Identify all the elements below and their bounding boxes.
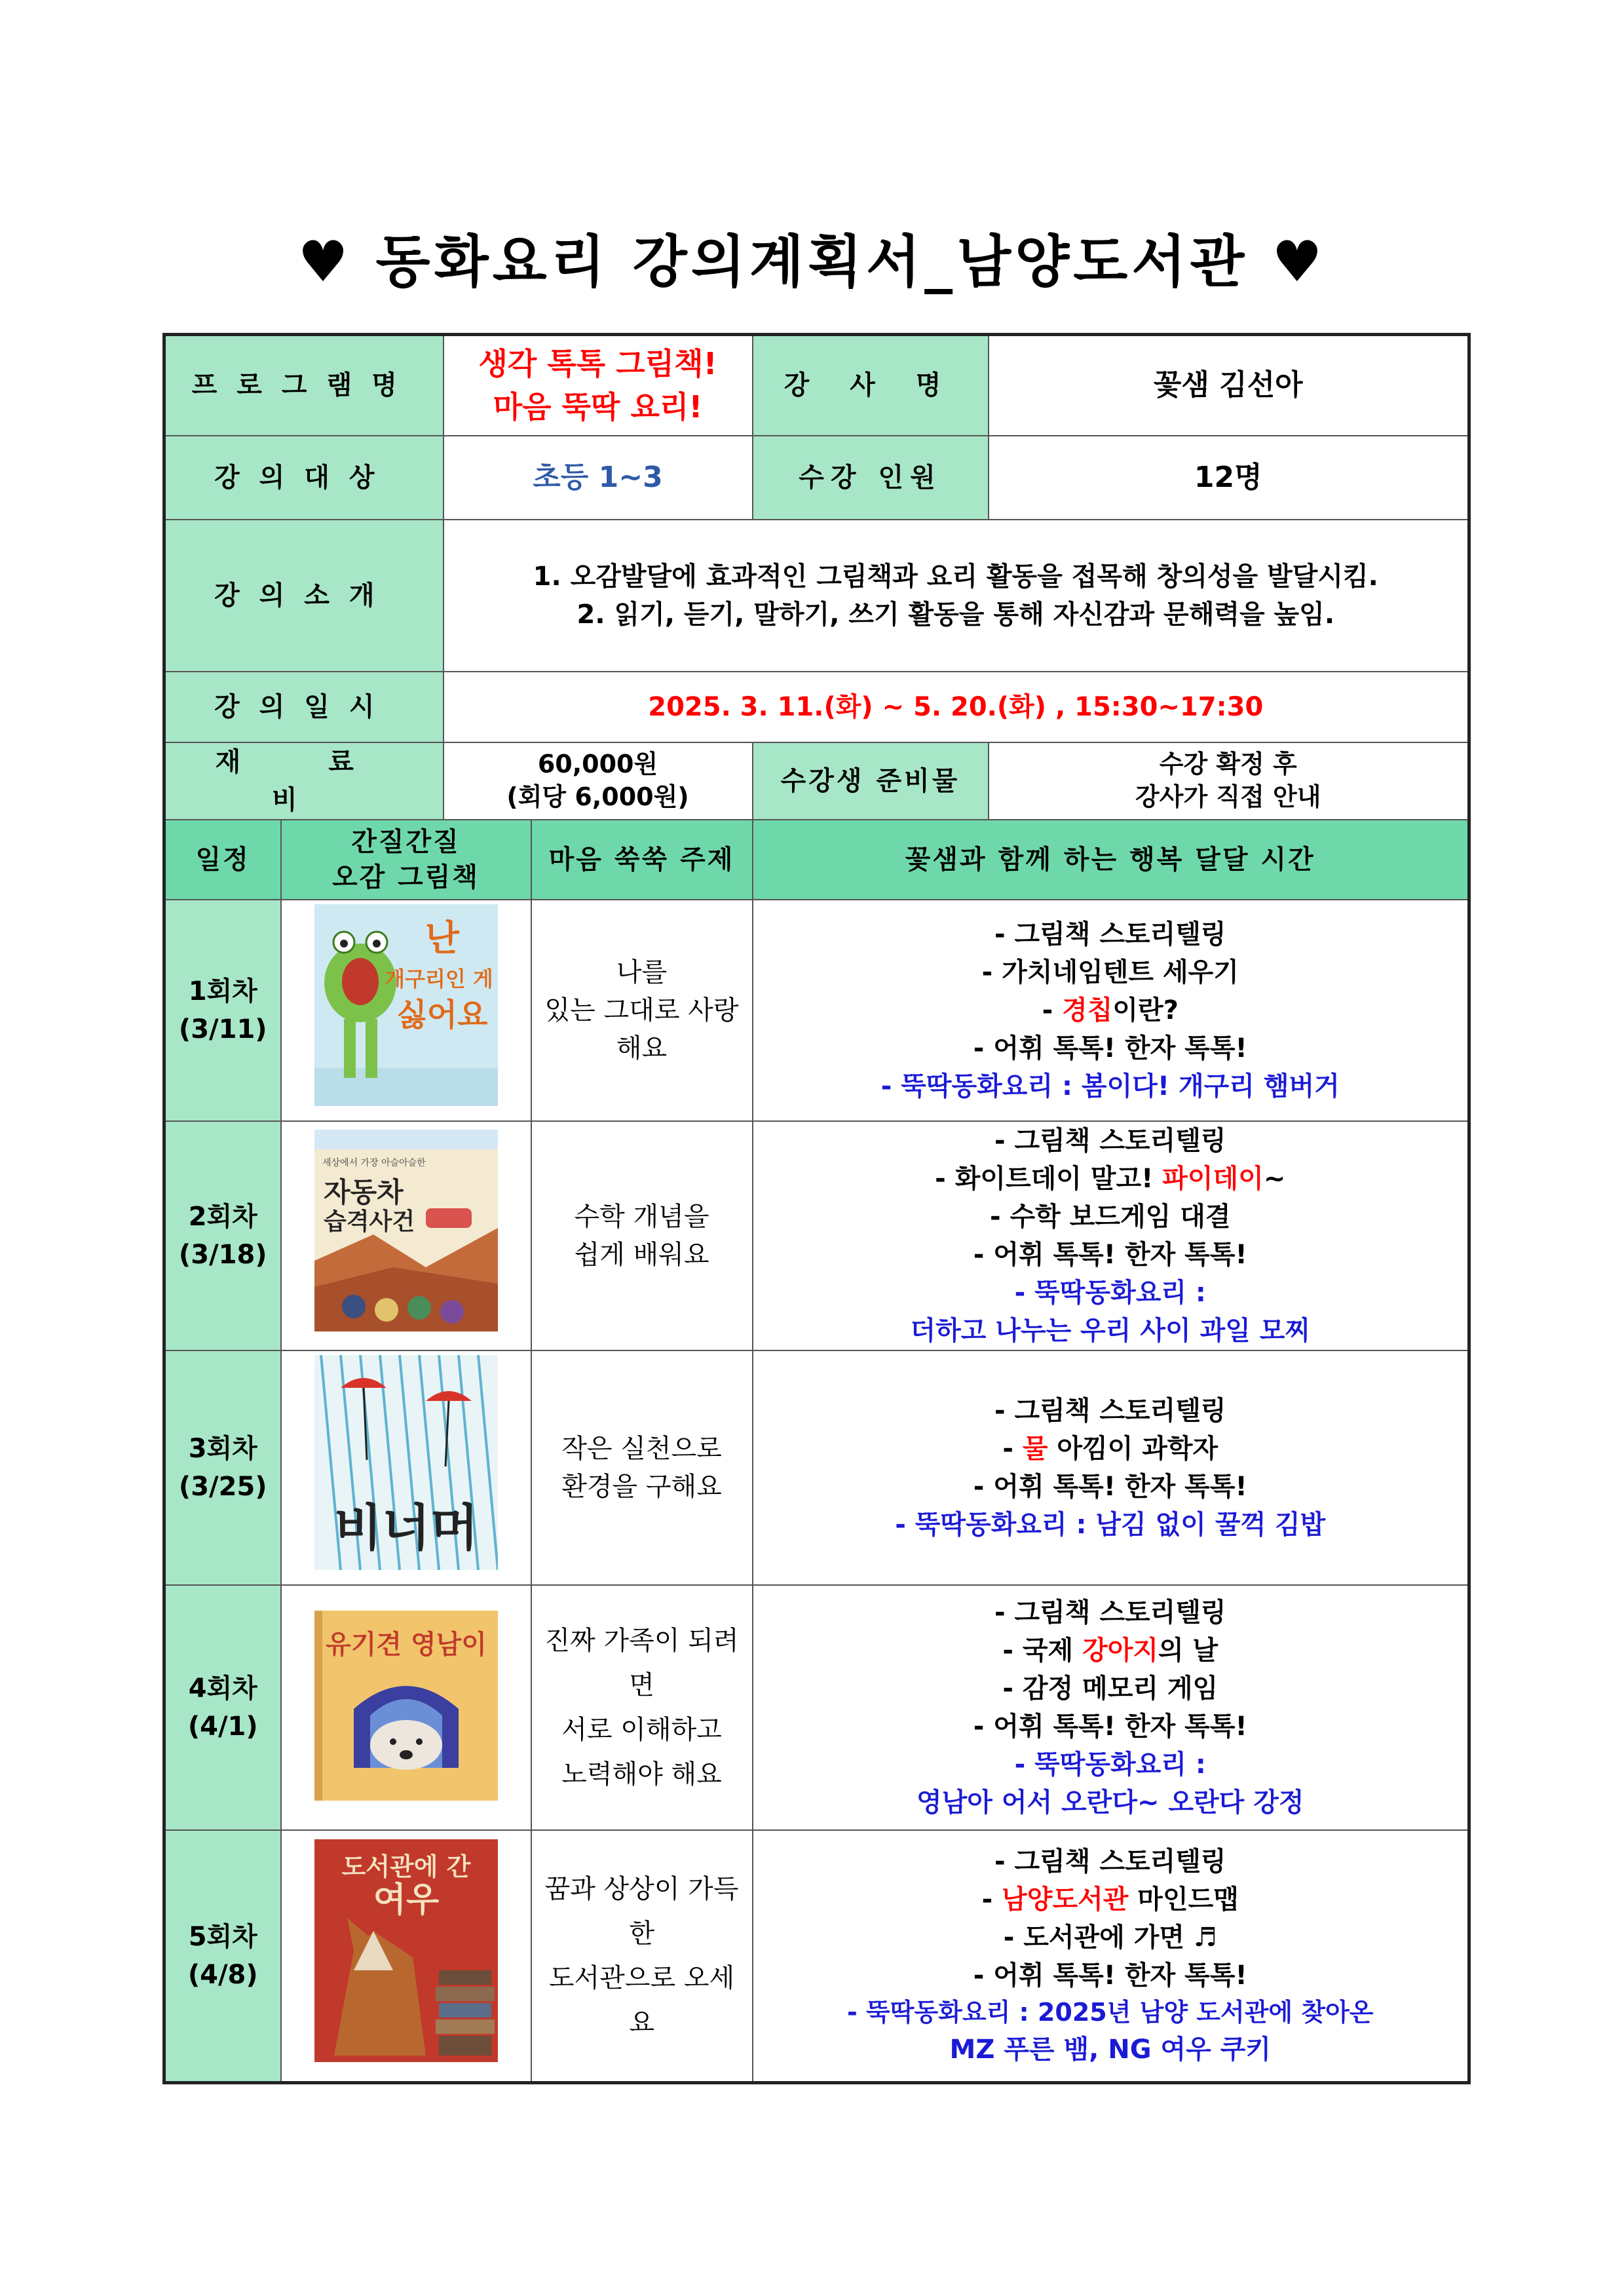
activity-item: - 그림책 스토리텔링 [994, 1846, 1226, 1877]
target-label: 강의대상 [164, 436, 444, 520]
session-number: 3회차 [188, 1433, 257, 1464]
theme-line: 진짜 가족이 되려면 [544, 1625, 739, 1700]
activity-highlight: 파이데이 [1162, 1163, 1264, 1194]
activity-text: - [1042, 995, 1063, 1025]
prep-label: 수강생 준비물 [753, 742, 989, 820]
theme-line: 꿈과 상상이 가득한 [544, 1873, 739, 1949]
session-date: (3/18) [178, 1239, 267, 1270]
activity-item [760, 991, 1462, 1029]
intro-line-1: 1. 오감발달에 효과적인 그림책과 요리 활동을 접목해 창의성을 발달시킴. [533, 561, 1378, 592]
book-cover-cell [281, 1830, 531, 2083]
activity-item [760, 1160, 1462, 1198]
instructor-label: 강 사 명 [753, 335, 989, 436]
activity-text: 아낌이 과학자 [1048, 1433, 1218, 1464]
capacity-value: 12명 [989, 436, 1469, 520]
activity-item: - 그림책 스토리텔링 [994, 1125, 1226, 1156]
activity-item: - 어휘 톡톡! 한자 톡톡! [973, 1239, 1247, 1270]
activity-text: - 국제 [1002, 1635, 1083, 1666]
svg-text:싫어요: 싫어요 [396, 996, 488, 1033]
lecture-plan-table [162, 333, 1471, 2084]
book-header [281, 820, 531, 900]
fee-line-2: (회당 6,000원) [506, 782, 689, 811]
activity-item: - 가치네임텐트 세우기 [981, 957, 1239, 987]
page-title: ♥ 동화요리 강의계획서_남양도서관 ♥ [297, 229, 1327, 295]
book-cover-frog [314, 904, 498, 1106]
svg-text:자동차: 자동차 [323, 1176, 404, 1208]
book-cover-cell [281, 1121, 531, 1350]
cooking-activity: - 뚝딱동화요리 : 봄이다! 개구리 햄버거 [880, 1071, 1340, 1101]
book-cover-cell [281, 900, 531, 1121]
fee-line-1: 60,000원 [537, 750, 658, 779]
session-date: (4/1) [187, 1711, 258, 1742]
book-cover-car [314, 1130, 498, 1331]
instructor-name: 꽃샘 김선아 [989, 335, 1469, 436]
session-date: (3/25) [178, 1471, 267, 1502]
svg-text:유기견 영남이: 유기견 영남이 [325, 1629, 487, 1660]
session-theme [531, 900, 753, 1121]
session-theme [531, 1350, 753, 1585]
prep-line-1: 수강 확정 후 [1159, 750, 1297, 779]
activity-text: ~ [1263, 1163, 1286, 1194]
activity-highlight: 강아지 [1082, 1635, 1158, 1666]
theme-line: 나를 [616, 957, 668, 987]
session-activities [753, 900, 1469, 1121]
activity-header: 꽃샘과 함께 하는 행복 달달 시간 [753, 820, 1469, 900]
activity-item [760, 1632, 1462, 1670]
activity-item: - 어휘 톡톡! 한자 톡톡! [973, 1471, 1247, 1502]
fee-label: 재 료 비 [164, 742, 444, 820]
session-theme [531, 1585, 753, 1830]
cooking-activity: 영남아 어서 오란다~ 오란다 강정 [916, 1787, 1304, 1818]
activity-text: - [981, 1885, 1002, 1915]
activity-text: 의 날 [1158, 1635, 1218, 1666]
session-activities [753, 1121, 1469, 1350]
date-label: 강의일시 [164, 672, 444, 742]
intro-text [444, 520, 1469, 672]
book-cover-rain [314, 1355, 498, 1570]
activity-text: 이란? [1112, 995, 1179, 1025]
fee-value [444, 742, 753, 820]
activity-item: - 수학 보드게임 대결 [990, 1201, 1231, 1232]
session-label [164, 900, 281, 1121]
target-value: 초등 1~3 [444, 436, 753, 520]
cooking-activity: - 뚝딱동화요리 : [1014, 1749, 1206, 1780]
theme-line: 쉽게 배워요 [574, 1239, 709, 1270]
activity-item: - 그림책 스토리텔링 [994, 1395, 1226, 1426]
cooking-activity: - 뚝딱동화요리 : 2025년 남양 도서관에 찾아온 [847, 1998, 1374, 2027]
session-label [164, 1121, 281, 1350]
book-cover-cell [281, 1585, 531, 1830]
activity-item: - 도서관에 가면 ♬ [1003, 1923, 1217, 1953]
session-label [164, 1350, 281, 1585]
activity-highlight: 물 [1022, 1433, 1048, 1464]
activity-item [760, 1430, 1462, 1468]
svg-text:습격사건: 습격사건 [323, 1208, 415, 1235]
book-cover-dog [308, 1598, 504, 1807]
activity-text: - [1002, 1433, 1023, 1464]
theme-line: 수학 개념을 [574, 1201, 709, 1232]
activity-item: - 감정 메모리 게임 [1002, 1673, 1218, 1704]
theme-line: 도서관으로 오세요 [548, 1962, 735, 2038]
activity-item: - 어휘 톡톡! 한자 톡톡! [973, 1033, 1247, 1063]
svg-text:여우: 여우 [373, 1880, 439, 1920]
session-activities [753, 1830, 1469, 2083]
activity-item [760, 1881, 1462, 1919]
activity-text: 마인드맵 [1128, 1885, 1239, 1915]
session-theme [531, 1121, 753, 1350]
cooking-activity: 더하고 나누는 우리 사이 과일 모찌 [910, 1315, 1311, 1346]
session-number: 5회차 [188, 1921, 257, 1952]
program-line-1: 생각 톡톡 그림책! [478, 345, 717, 381]
activity-highlight: 남양도서관 [1002, 1885, 1129, 1915]
session-theme [531, 1830, 753, 2083]
program-name [444, 335, 753, 436]
activity-text: - 화이트데이 말고! [935, 1163, 1163, 1194]
theme-line: 작은 실천으로 [561, 1433, 722, 1464]
session-date: (3/11) [178, 1014, 267, 1044]
schedule-header: 일정 [164, 820, 281, 900]
theme-header: 마음 쑥쑥 주제 [531, 820, 753, 900]
theme-line: 노력해야 해요 [561, 1759, 722, 1789]
date-value: 2025. 3. 11.(화) ~ 5. 20.(화) , 15:30~17:30 [444, 672, 1469, 742]
book-cover-cell [281, 1350, 531, 1585]
activity-item: - 어휘 톡톡! 한자 톡톡! [973, 1961, 1247, 1991]
activity-item: - 어휘 톡톡! 한자 톡톡! [973, 1711, 1247, 1742]
session-label [164, 1830, 281, 2083]
session-date: (4/8) [187, 1959, 258, 1990]
session-activities [753, 1585, 1469, 1830]
cooking-activity: - 뚝딱동화요리 : [1014, 1277, 1206, 1308]
svg-text:비너머: 비너머 [333, 1498, 478, 1557]
prep-line-2: 강사가 직접 안내 [1135, 782, 1321, 811]
theme-line: 있는 그대로 사랑해요 [544, 995, 739, 1063]
svg-text:세상에서 가장 아슬아슬한: 세상에서 가장 아슬아슬한 [322, 1157, 426, 1168]
intro-label: 강의소개 [164, 520, 444, 672]
book-cover-fox [314, 1839, 498, 2062]
session-number: 4회차 [188, 1673, 257, 1704]
session-activities [753, 1350, 1469, 1585]
cooking-activity: MZ 푸른 뱀, NG 여우 쿠키 [949, 2035, 1271, 2065]
svg-text:난: 난 [425, 917, 459, 959]
session-number: 1회차 [188, 976, 257, 1006]
theme-line: 환경을 구해요 [561, 1471, 722, 1502]
cooking-activity: - 뚝딱동화요리 : 남김 없이 꿀꺽 김밥 [895, 1509, 1326, 1540]
svg-text:도서관에 간: 도서관에 간 [341, 1852, 470, 1881]
program-line-2: 마음 뚝딱 요리! [493, 389, 703, 425]
svg-text:개구리인 게: 개구리인 게 [384, 966, 493, 991]
theme-line: 서로 이해하고 [561, 1714, 722, 1745]
program-label: 프로그램명 [164, 335, 444, 436]
intro-line-2: 2. 읽기, 듣기, 말하기, 쓰기 활동을 통해 자신감과 문해력을 높임. [576, 599, 1335, 630]
book-header-line-2: 오감 그림책 [331, 862, 480, 892]
session-label [164, 1585, 281, 1830]
capacity-label: 수강 인원 [753, 436, 989, 520]
activity-item: - 그림책 스토리텔링 [994, 919, 1226, 949]
session-number: 2회차 [188, 1201, 257, 1232]
activity-highlight: 경칩 [1062, 995, 1113, 1025]
prep-value [989, 742, 1469, 820]
activity-item: - 그림책 스토리텔링 [994, 1597, 1226, 1628]
book-header-line-1: 간질간질 [351, 826, 461, 857]
